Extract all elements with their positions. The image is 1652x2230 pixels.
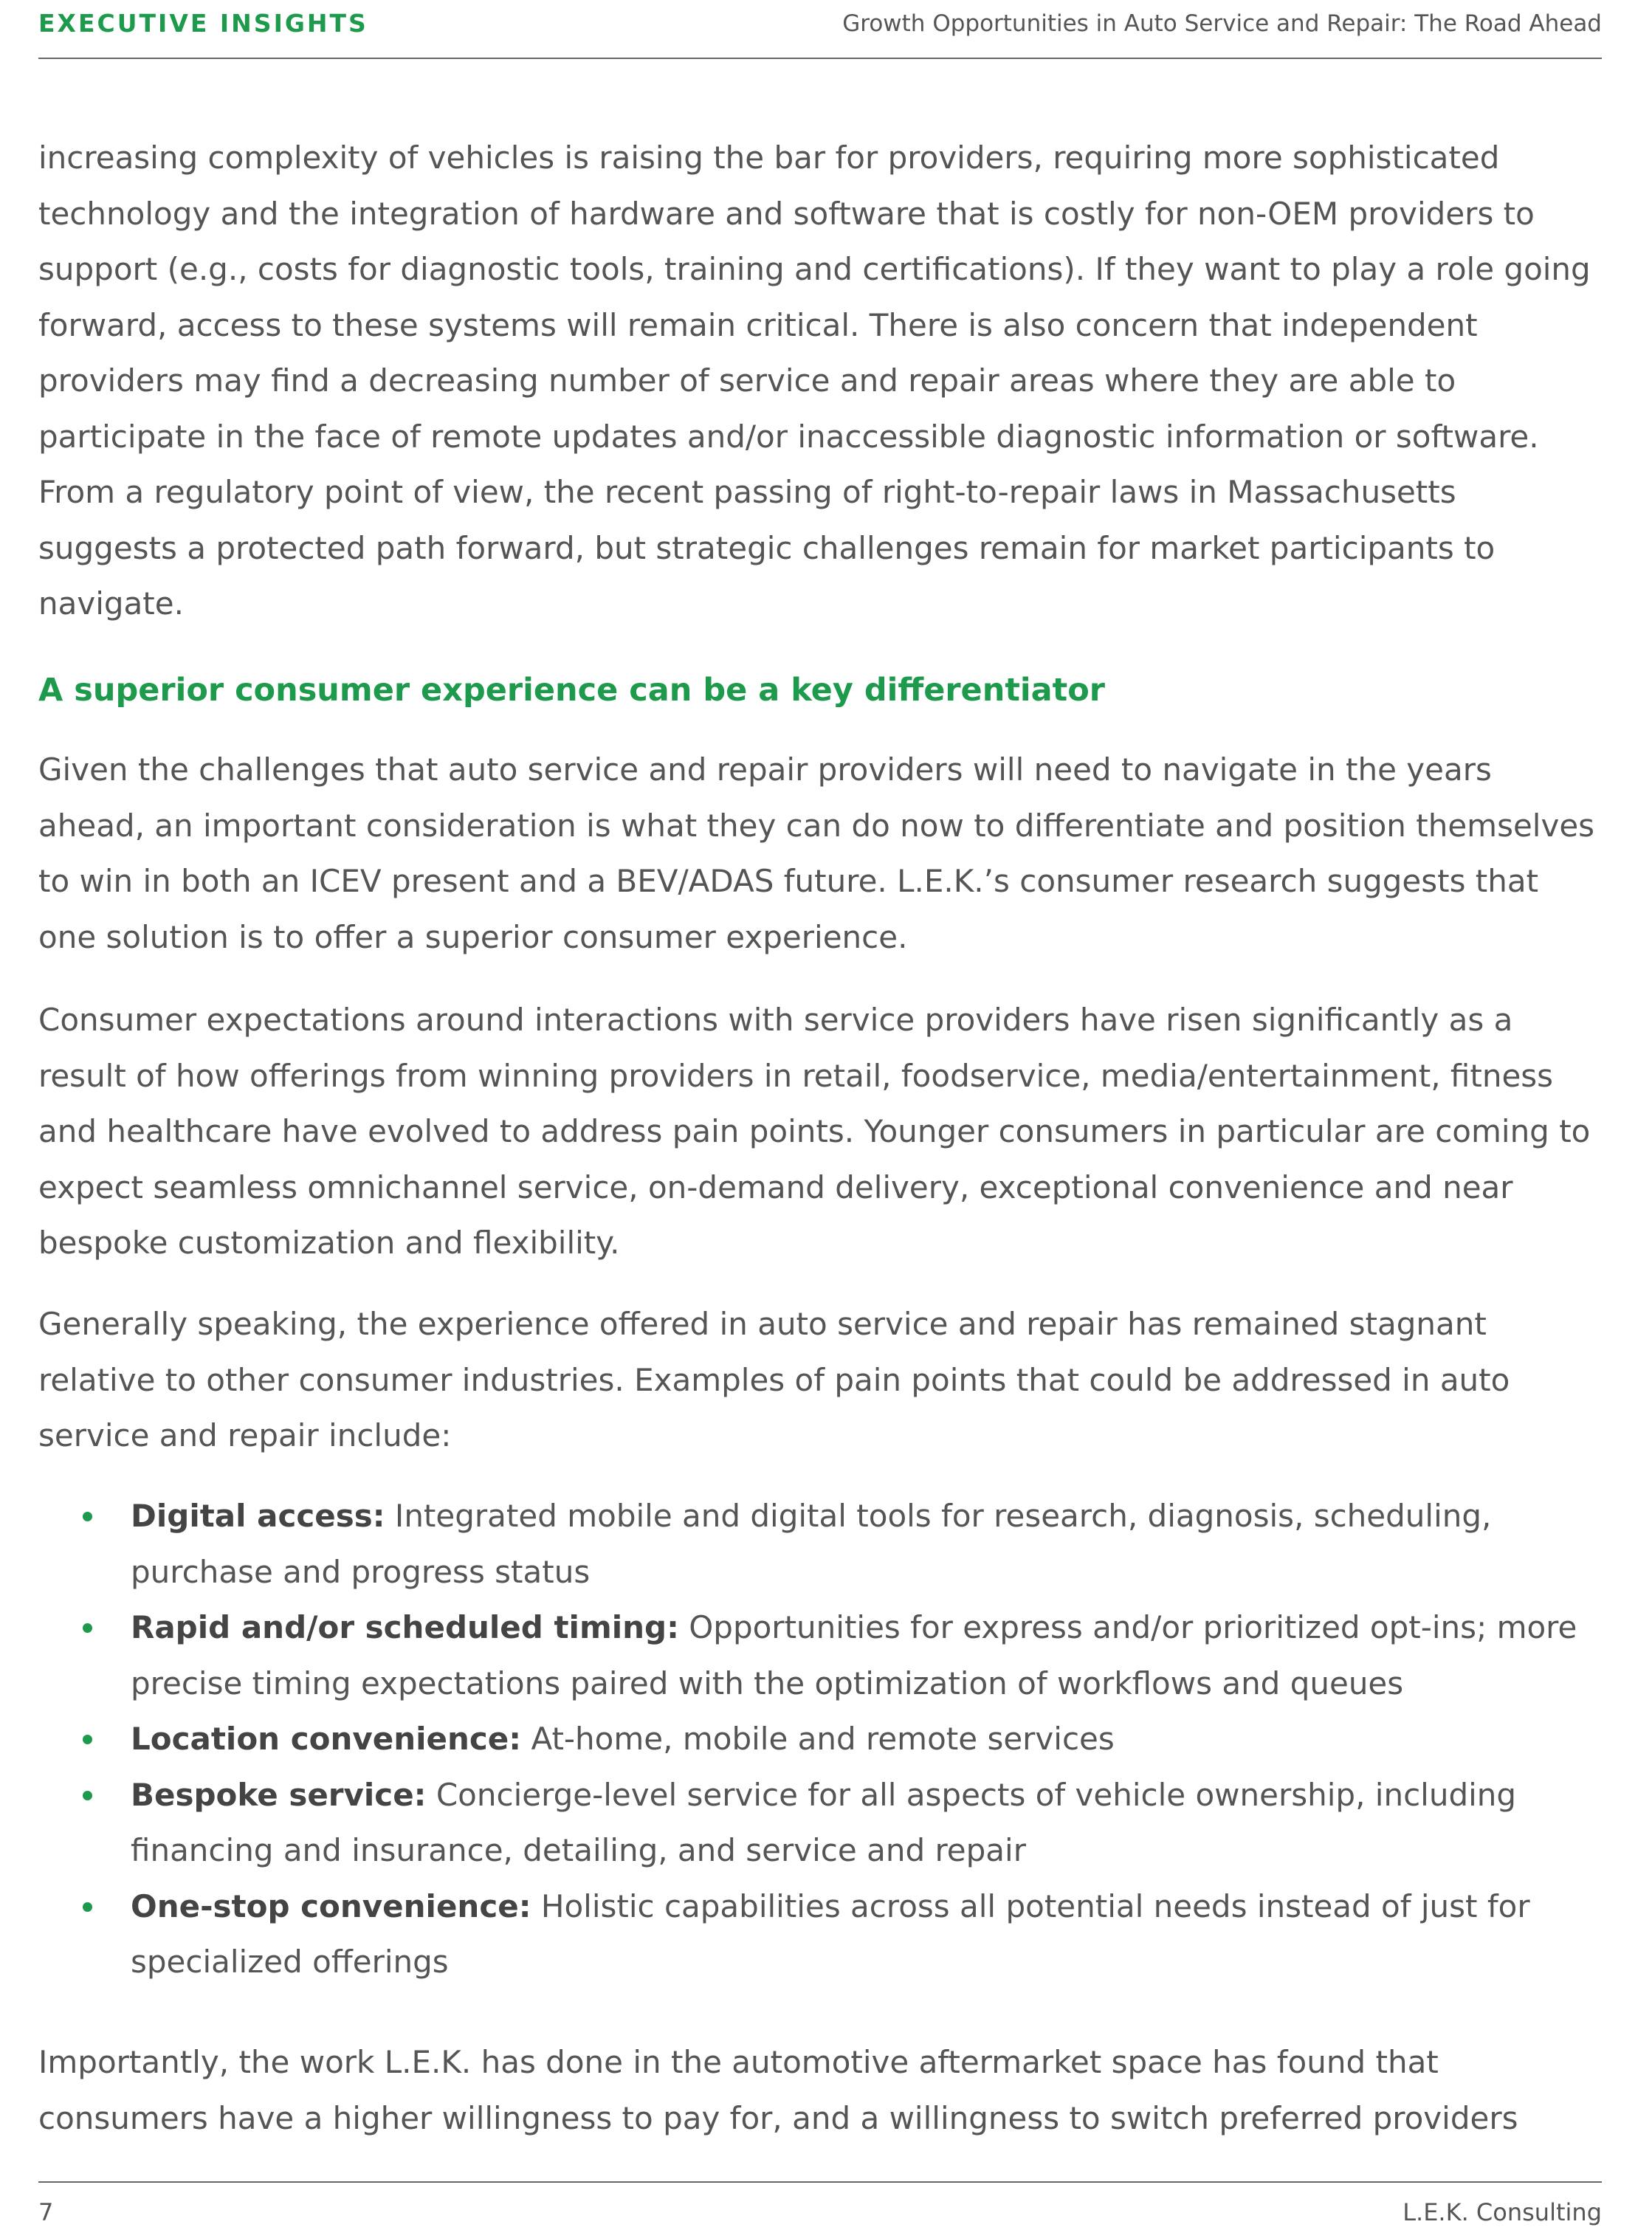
list-item-one-stop xyxy=(38,1879,1602,1990)
paragraph-text: Importantly, the work L.E.K. has done in the automotive aftermarket space has found that consumers have a higher willingness to pay for, and a willingness to switch preferred providers xyxy=(38,2044,1518,2136)
bullet-term: One-stop convenience: xyxy=(131,1887,531,1924)
list-item-location-convenience xyxy=(38,1711,1602,1767)
bullet-icon xyxy=(83,1791,92,1800)
bullet-term: Bespoke service: xyxy=(131,1776,427,1813)
bullet-term: Rapid and/or scheduled timing: xyxy=(131,1609,679,1645)
paragraph-intro xyxy=(38,130,1602,632)
pain-points-list xyxy=(38,1488,1602,1990)
bullet-text: Holistic capabilities across all potential needs instead of just for specialized offerings xyxy=(131,1887,1530,1980)
paragraph-willingness xyxy=(38,2034,1602,2146)
paragraph-text: Consumer expectations around interactions with service providers have risen significantly as a result of how offerings from winning providers in retail, foodservice, media/entertainment, fitness and healthcare have evolved to address pain points. Younger consumers in particular are coming to expect seamless omnichannel service, on-demand delivery, exceptional convenience and near bespoke customization and flexibility. xyxy=(38,1002,1591,1261)
page-header xyxy=(38,9,1602,50)
page-number: 7 xyxy=(38,2198,54,2226)
bullet-term: Digital access: xyxy=(131,1498,385,1534)
bullet-icon xyxy=(83,1512,92,1521)
bullet-text: Integrated mobile and digital tools for research, diagnosis, scheduling, purchase and progress status xyxy=(131,1498,1492,1590)
bullet-icon xyxy=(83,1735,92,1744)
paragraph-challenges xyxy=(38,742,1602,965)
document-title: Growth Opportunities in Auto Service and Repair: The Road Ahead xyxy=(842,10,1602,37)
paragraph-text: Generally speaking, the experience offered in auto service and repair has remained stagnant relative to other consumer industries. Examples of pain points that could be addressed in auto service and repair include: xyxy=(38,1306,1510,1453)
section-heading: A superior consumer experience can be a key differentiator xyxy=(38,672,1105,709)
paragraph-expectations xyxy=(38,992,1602,1271)
bullet-term: Location convenience: xyxy=(131,1721,522,1757)
list-item-bespoke-service xyxy=(38,1767,1602,1879)
list-item-digital-access xyxy=(38,1488,1602,1600)
bullet-text: Opportunities for express and/or prioritized opt-ins; more precise timing expectations paired with the optimization of workflows and queues xyxy=(131,1609,1577,1701)
footer-divider xyxy=(38,2181,1602,2183)
list-item-rapid-timing xyxy=(38,1600,1602,1711)
bullet-text: Concierge-level service for all aspects of vehicle ownership, including financing and insurance, detailing, and service and repair xyxy=(131,1776,1517,1868)
section-label: EXECUTIVE INSIGHTS xyxy=(38,9,368,38)
paragraph-text: Given the challenges that auto service and repair providers will need to navigate in the years ahead, an important consideration is what they can do now to differentiate and position themselves to win in both an ICEV present and a BEV/ADAS future. L.E.K.’s consumer research suggests that one solution is to offer a superior consumer experience. xyxy=(38,751,1595,955)
bullet-icon xyxy=(83,1902,92,1912)
header-divider xyxy=(38,58,1602,59)
footer-brand: L.E.K. Consulting xyxy=(1403,2198,1602,2226)
document-page xyxy=(38,0,1602,2230)
paragraph-text: increasing complexity of vehicles is raising the bar for providers, requiring more sophisticated technology and the integration of hardware and software that is costly for non-OEM providers to support (e.g., costs for diagnostic tools, training and certifications). If they want to play a role going forward, access to these systems will remain critical. There is also concern that independent providers may find a decreasing number of service and repair areas where they are able to participate in the face of remote updates and/or inaccessible diagnostic information or software. From a regulatory point of view, the recent passing of right-to-repair laws in Massachusetts suggests a protected path forward, but strategic challenges remain for market participants to navigate. xyxy=(38,140,1591,622)
paragraph-pain-points xyxy=(38,1296,1602,1464)
bullet-icon xyxy=(83,1623,92,1633)
bullet-text: At-home, mobile and remote services xyxy=(521,1721,1115,1757)
